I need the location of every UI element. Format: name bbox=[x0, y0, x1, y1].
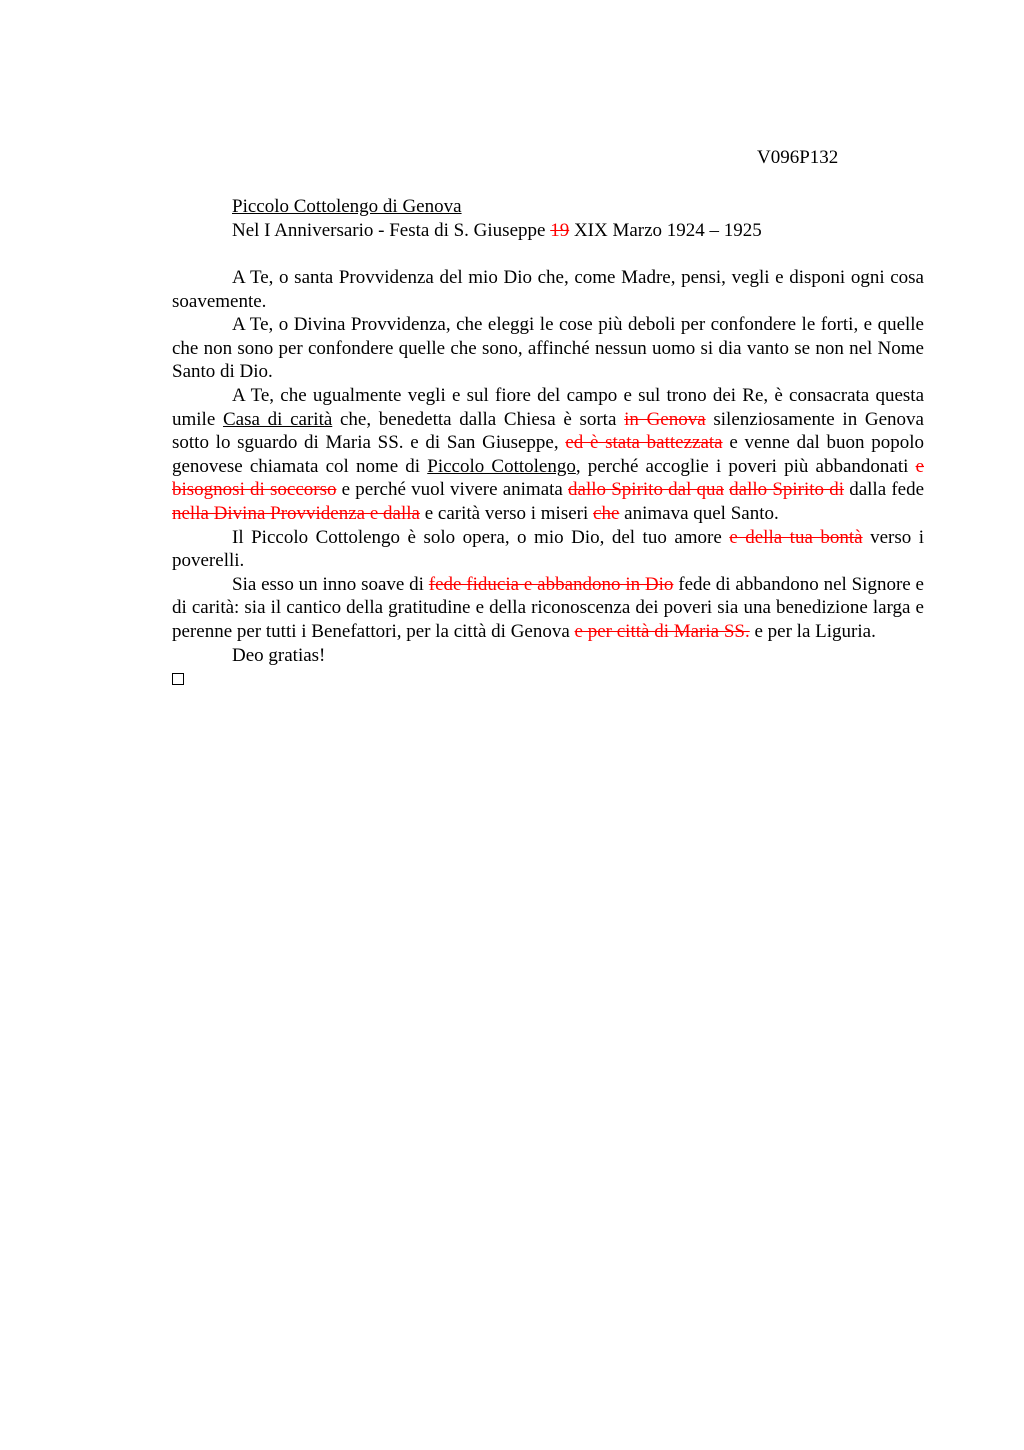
text-run: Sia esso un inno soave di bbox=[232, 573, 429, 595]
deleted-text: e della tua bontà bbox=[729, 526, 863, 548]
deleted-text: dallo Spirito dal qua bbox=[568, 479, 724, 501]
text-run: dalla fede bbox=[844, 479, 925, 501]
text-run: fede di abbandono nel Signore e di carità: sia il cantico della gratitudine e della riconoscenza dei poveri sia una benedizione larga e perenne per tutti i Benefattori, per la città di Genova bbox=[172, 573, 924, 642]
text-run: A Te, che ugualmente vegli e sul fiore del campo e sul trono dei Re, è consacrata questa umile bbox=[172, 384, 924, 430]
closing-text: Deo gratias! bbox=[232, 644, 326, 666]
deleted-text: e bisognosi di soccorso bbox=[172, 455, 924, 501]
title-text: Piccolo Cottolengo di Genova bbox=[232, 196, 462, 217]
deleted-text: ed è stata battezzata bbox=[565, 432, 723, 454]
text-run: che, benedetta dalla Chiesa è sorta bbox=[332, 408, 625, 430]
document-body bbox=[172, 266, 924, 692]
deleted-text: nella Divina Provvidenza e dalla bbox=[172, 502, 420, 524]
text-run: A Te, o Divina Provvidenza, che eleggi le cose più deboli per confondere le forti, e quelle che non sono per confondere quelle che sono, affinché nessun uomo si dia vanto se non nel Nome Santo di Dio. bbox=[172, 314, 924, 383]
subtitle-part-1: Nel I Anniversario - Festa di S. Giuseppe bbox=[232, 220, 551, 241]
text-run: e per la Liguria. bbox=[749, 620, 876, 642]
underlined-text: Casa di carità bbox=[222, 408, 333, 430]
subtitle-part-2: XIX Marzo 1924 – 1925 bbox=[569, 220, 762, 241]
end-of-document bbox=[172, 667, 924, 692]
paragraph-4 bbox=[172, 526, 924, 573]
deleted-text: dallo Spirito di bbox=[729, 479, 845, 501]
text-run: e carità verso i miseri bbox=[419, 502, 594, 524]
text-run: silenziosamente in Genova sotto lo sguardo di Maria SS. e di San Giuseppe, bbox=[172, 408, 924, 454]
text-run: verso i poverelli. bbox=[172, 526, 925, 572]
deleted-text: che bbox=[593, 502, 620, 524]
paragraph-5 bbox=[172, 573, 924, 644]
text-run: Il Piccolo Cottolengo è solo opera, o mio Dio, del tuo amore bbox=[232, 526, 730, 548]
text-run: animava quel Santo. bbox=[619, 502, 779, 524]
deleted-text: in Genova bbox=[624, 408, 706, 430]
text-run: e perché vuol vivere animata bbox=[336, 479, 569, 501]
paragraph-6 bbox=[172, 644, 924, 668]
page-code: V096P132 bbox=[757, 147, 839, 168]
paragraph-2 bbox=[172, 313, 924, 384]
subtitle-deletion: 19 bbox=[550, 220, 570, 241]
text-run: , perché accoglie i poveri più abbandonati bbox=[575, 455, 916, 477]
paragraph-1 bbox=[172, 266, 924, 313]
hollow-square-icon bbox=[172, 673, 184, 685]
deleted-text: fede fiducia e abbandono in Dio bbox=[428, 573, 674, 595]
text-run: A Te, o santa Provvidenza del mio Dio che, come Madre, pensi, vegli e disponi ogni cosa soavemente. bbox=[172, 267, 924, 312]
document-title bbox=[232, 195, 762, 219]
deleted-text: e per città di Maria SS. bbox=[574, 620, 750, 642]
document-header bbox=[232, 195, 762, 243]
paragraph-3 bbox=[172, 384, 924, 526]
text-run: e venne dal buon popolo genovese chiamata col nome di bbox=[172, 432, 924, 477]
underlined-text: Piccolo Cottolengo bbox=[427, 455, 576, 477]
document-subtitle bbox=[232, 219, 762, 243]
